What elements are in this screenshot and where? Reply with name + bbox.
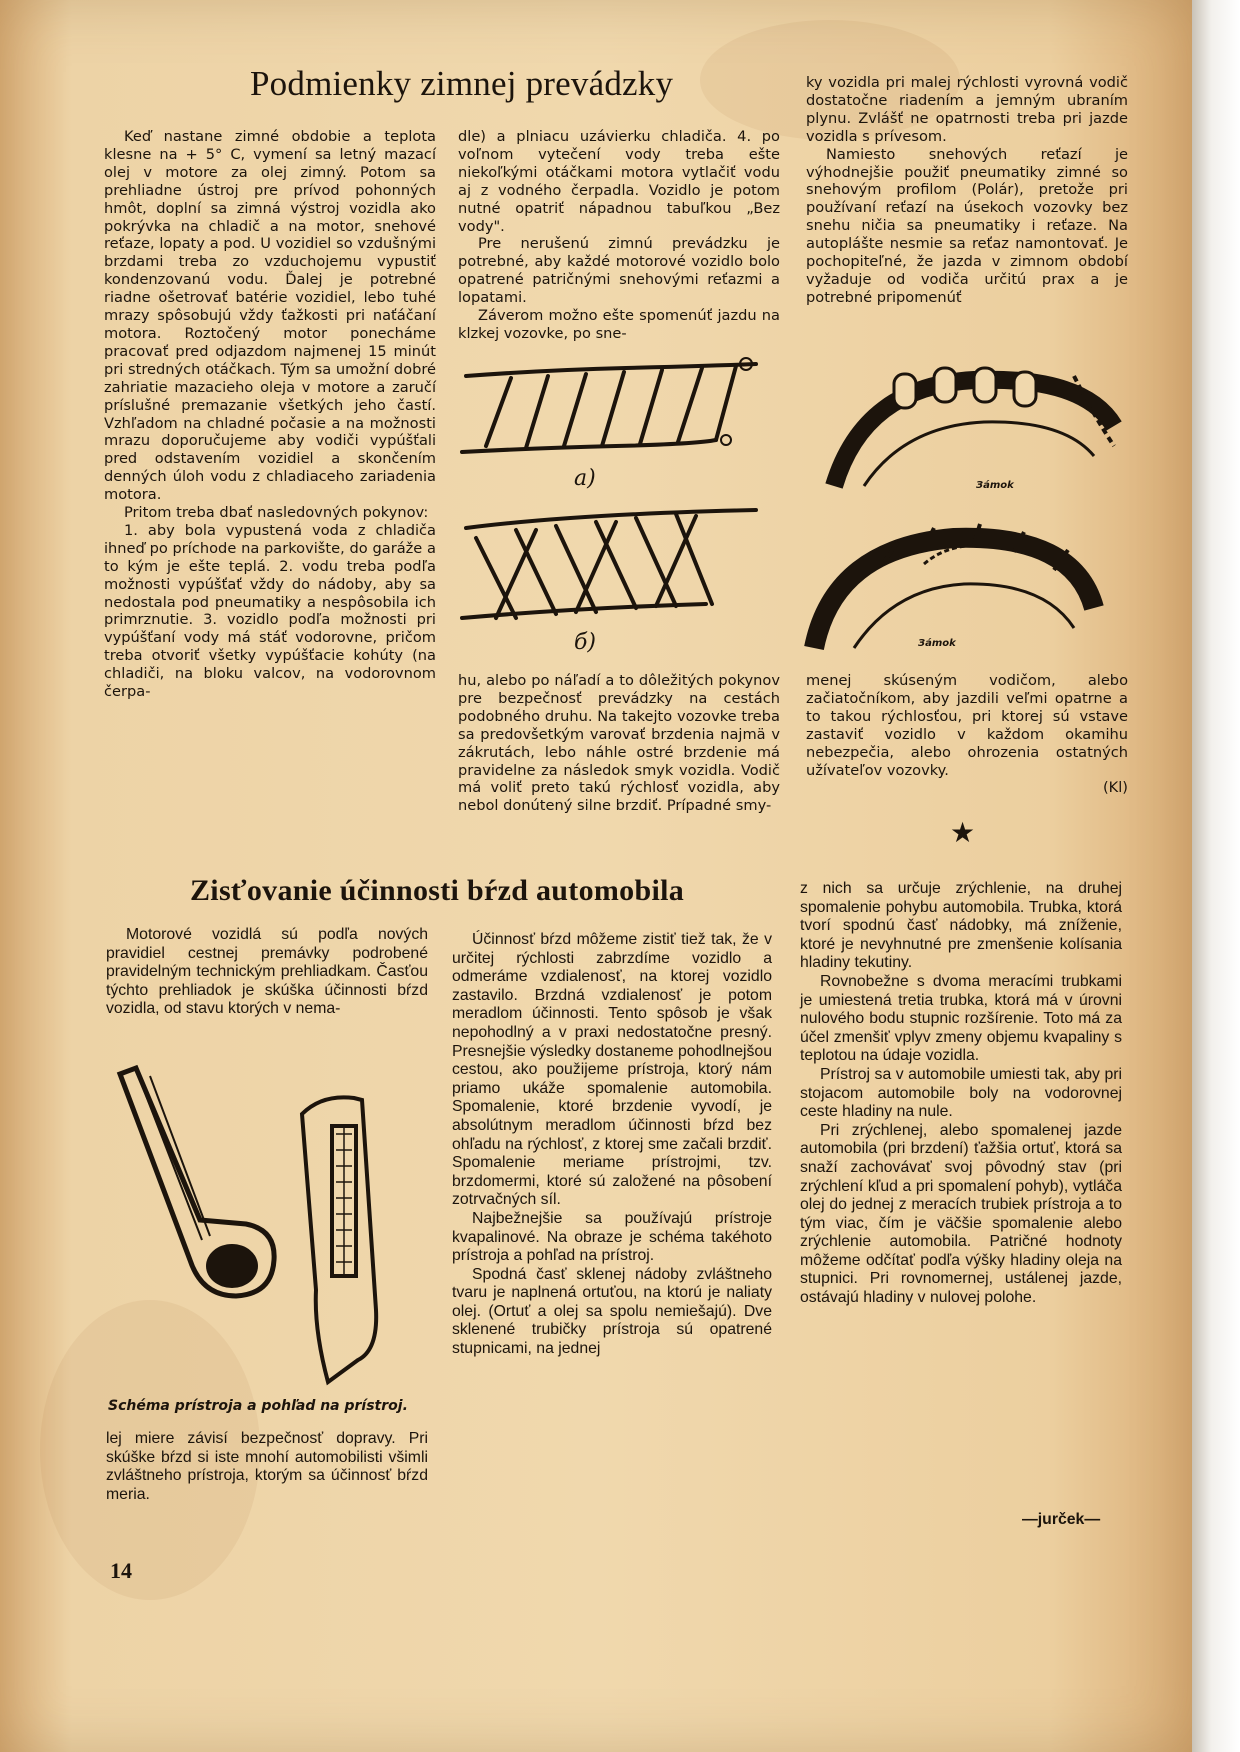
article2-title: Zisťovanie účinnosti bŕzd automobila [190,874,685,907]
article1-column-2-bottom [458,672,780,815]
snow-chain-illustration-a [456,356,776,496]
separator-star: ★ [950,818,976,849]
article2-col3-paragraph: Pri zrýchlenej, alebo spomalenej jazde automobila (pri brzdení) ťažšia ortuť, ktorá sa snaží zachovávať svoj pôvodný stav (pri zrýchlení kľud a pri spomalení pohyb), vytláča olej do jednej z meracích trubiek prístroja a to tým viac, čím je väčšie spomalenie alebo zrýchlenie automobila. Patričné hodnoty môžeme odčítať podľa výšky hladiny oleja na stupnici. Pri rovnomernej, ustálenej jazde, ostávajú hladiny v nulovej polohe. [800,1121,1122,1307]
article1-col2-paragraph: Záverom možno ešte spomenúť jazdu na klzkej vozovke, po sne- [458,307,780,342]
article2-col1-bottom-paragraph: lej miere závisí bezpečnosť dopravy. Pri skúške bŕzd si iste mnohí automobilisti všimli zvláštneho prístroja, ktorým sa účinnosť bŕzd meria. [106,1430,428,1503]
article1-column-3 [806,74,1128,307]
article2-signature: —jurček— [1022,1511,1101,1528]
figure-label-b: б) [574,630,597,655]
article1-col2-paragraph: Pre nerušenú zimnú prevádzku je potrebné, aby každé motorové vozidlo bolo opatrené patričnými snehovými reťazmi a lopatami. [458,235,780,307]
article1-title: Podmienky zimnej prevádzky [250,64,674,103]
snow-chain-illustration-b [456,508,776,668]
page-edge [1192,0,1240,1752]
article1-col1-paragraph: 1. aby bola vypustená voda z chladiča ihneď po príchode na parkovište, do garáže a to kým je ešte teplá. 2. vodu treba podľa možnosti vypúšťať vždy do nádoby, aby sa nedostala pod pneumatiky a nespôsobila ich primrznutie. 3. vozidlo podľa možnosti pri vypúšťaní vody má stáť vodorovne, pričom treba otvoriť všetky vypúšťacie kohúty (na chladiči, na bloku valcov, na vodorovnom čerpa- [104,521,436,701]
article1-col3-bottom-paragraph: menej skúseným vodičom, alebo začiatočníkom, aby jazdili veľmi opatrne a to takou rýchlosťou, pri ktorej sú vstave zastaviť vozidlo v každom okamihu nebezpečia, alebo ohrozenia ostatných užívateľov vozovky. [806,672,1128,779]
article1-column-2 [458,128,780,343]
article1-signature: (Kl) [1102,779,1128,797]
brake-meter-illustration [106,1060,426,1390]
figure-label-a: a) [574,466,596,491]
article1-col3-paragraph: Namiesto snehových reťazí je výhodnejšie použiť pneumatiky zimné so snehovým profilom (Polár), pretože pri používaní reťazí na úsekoch vozovky bez snehu ničia sa pneumatiky i reťaze. Na autoplášte nesmie sa reťaz namontovať. Je pochopiteľné, že jazda v zimnom období vyžaduje od vodiča určitú prax a je potrebné pripomenúť [806,145,1128,306]
article1-col2-paragraph: dle) a plniacu uzávierku chladiča. 4. po voľnom vytečení vody treba ešte niekoľkými otáčkami motora vytlačiť vodu aj z vodného čerpadla. Vozidlo je potom nutné opatriť nápadnou tabuľkou „Bez vody". [458,128,780,235]
article2-col2-paragraph: Najbežnejšie sa používajú prístroje kvapalinové. Na obraze je schéma takéhoto prístroja a pohľad na prístroj. [452,1209,772,1265]
figure-caption: Schéma prístroja a pohľad na prístroj. [108,1398,408,1414]
article2-column-1 [106,926,428,1019]
tire-with-chain-illustration-1 [824,366,1124,496]
article1-col1-paragraph: Pritom treba dbať nasledovných pokynov: [124,504,429,522]
article1-col3-paragraph: ky vozidla pri malej rýchlosti vyrovná vodič dostatočne riadením a jemným ubraním plynu. Zvlášť ne opatrnosti treba pri jazde vozidla s prívesom. [806,74,1128,145]
article2-col3-paragraph: Prístroj sa v automobile umiesti tak, aby pri stojacom automobile boly na vodorovnej ceste hladiny na nule. [800,1065,1122,1121]
article2-col3-paragraph: Rovnobežne s dvoma meracími trubkami je umiestená tretia trubka, ktorá má v úrovni nulového bodu stupnic rozšírenie. Toto má za účel zmenšiť vplyv zmeny objemu kvapaliny s teplotou na údaje vozidla. [800,972,1122,1065]
article2-column-3 [800,880,1122,1308]
article2-column-1-bottom [106,1430,428,1504]
article2-col1-paragraph: Motorové vozidlá sú podľa nových pravidiel cestnej premávky podrobené pravidelným technickým prehliadkam. Časťou týchto prehliadok je skúška účinnosti bŕzd vozidla, od stavu ktorých v nema- [106,926,428,1018]
lock-label: Зámok [976,480,1014,491]
article1-column-1 [104,128,436,701]
tire-with-chain-illustration-2 [804,508,1104,658]
lock-label: Зámok [918,638,956,649]
article2-col2-paragraph: Spodná časť sklenej nádoby zvláštneho tvaru je naplnená ortuťou, na ktorú je naliaty olej. (Ortuť a olej sa spolu nemiešajú). Dve sklenené trubičky prístroja sú opatrené stupnicami, na jednej [452,1265,772,1358]
article1-column-3-bottom [806,672,1128,797]
page-number: 14 [110,1558,132,1583]
article2-col2-paragraph: Účinnosť bŕzd môžeme zistiť tiež tak, že v určitej rýchlosti zabrzdíme vozidlo a odmeráme vzdialenosť, na ktorej vozidlo zastavilo. Brzdná vzdialenosť je potom meradlom účinnosti. Tento spôsob je však nepohodlný a v praxi nedostatočne presný. Presnejšie výsledky dostaneme pohodlnejšou cestou, ako použijeme prístroja, ktorý nám priamo ukáže spomalenie automobila. Spomalenie, ktoré brzdenie vyvodí, je absolútnym meradlom účinnosti bŕzd bez ohľadu na rýchlosť, z ktorej sme začali brzdiť. Spomalenie meriame prístrojmi, tzv. brzdomermi, ktoré sú založené na pôsobení zotrvačných síl. [452,931,772,1209]
article2-col3-paragraph: z nich sa určuje zrýchlenie, na druhej spomalenie pohybu automobila. Trubka, ktorá tvorí spodnú časť nádobky, má zníženie, ktoré je nevyhnutné pre zmenšenie kolísania hladiny tekutiny. [800,880,1122,972]
article1-col2-bottom-paragraph: hu, alebo po náľadí a to dôležitých pokynov pre bezpečnosť prevádzky na cestách podobného druhu. Na takejto vozovke treba sa predovšetkým varovať brzdenia najmä v zákrutách, lebo náhle ostré brzdenie má pravidelne za následok smyk vozidla. Vodič má voliť preto takú rýchlosť vozidla, aby nebol donútený silne brzdiť. Prípadné smy- [458,672,780,815]
article2-column-2 [452,931,772,1359]
article1-col1-paragraph: Keď nastane zimné obdobie a teplota klesne na + 5° C, vymení sa letný mazací olej v motore za olej zimný. Potom sa prehliadne ústroj pre prívod pohonných hmôt, doplní sa zimná výstroj vozidla ako pokrývka na chladič a na motor, snehové reťaze, lopaty a pod. U vozidiel so vzdušnými brzdami treba zo vzduchojemu vypustiť kondenzovanú vodu. Ďalej je potrebné riadne ošetrovať batérie vozidiel, lebo tuhé mrazy spôsobujú vždy ťažkosti pri naťáčaní motora. Roztočený motor ponecháme pracovať pred odjazdom najmenej 15 minút pri stredných otáčkach. Tým sa umožní dobré zahriatie mazacieho oleja v motore a zaručí príslušné premazanie všetkých jeho častí. Vzhľadom na chladné počasie a na možnosti mrazu doporučujeme aby vodiči vypúšťali pred odstavením vozidiel a skončením denných úloh vodu z chladiaceho zariadenia motora. [104,128,436,504]
